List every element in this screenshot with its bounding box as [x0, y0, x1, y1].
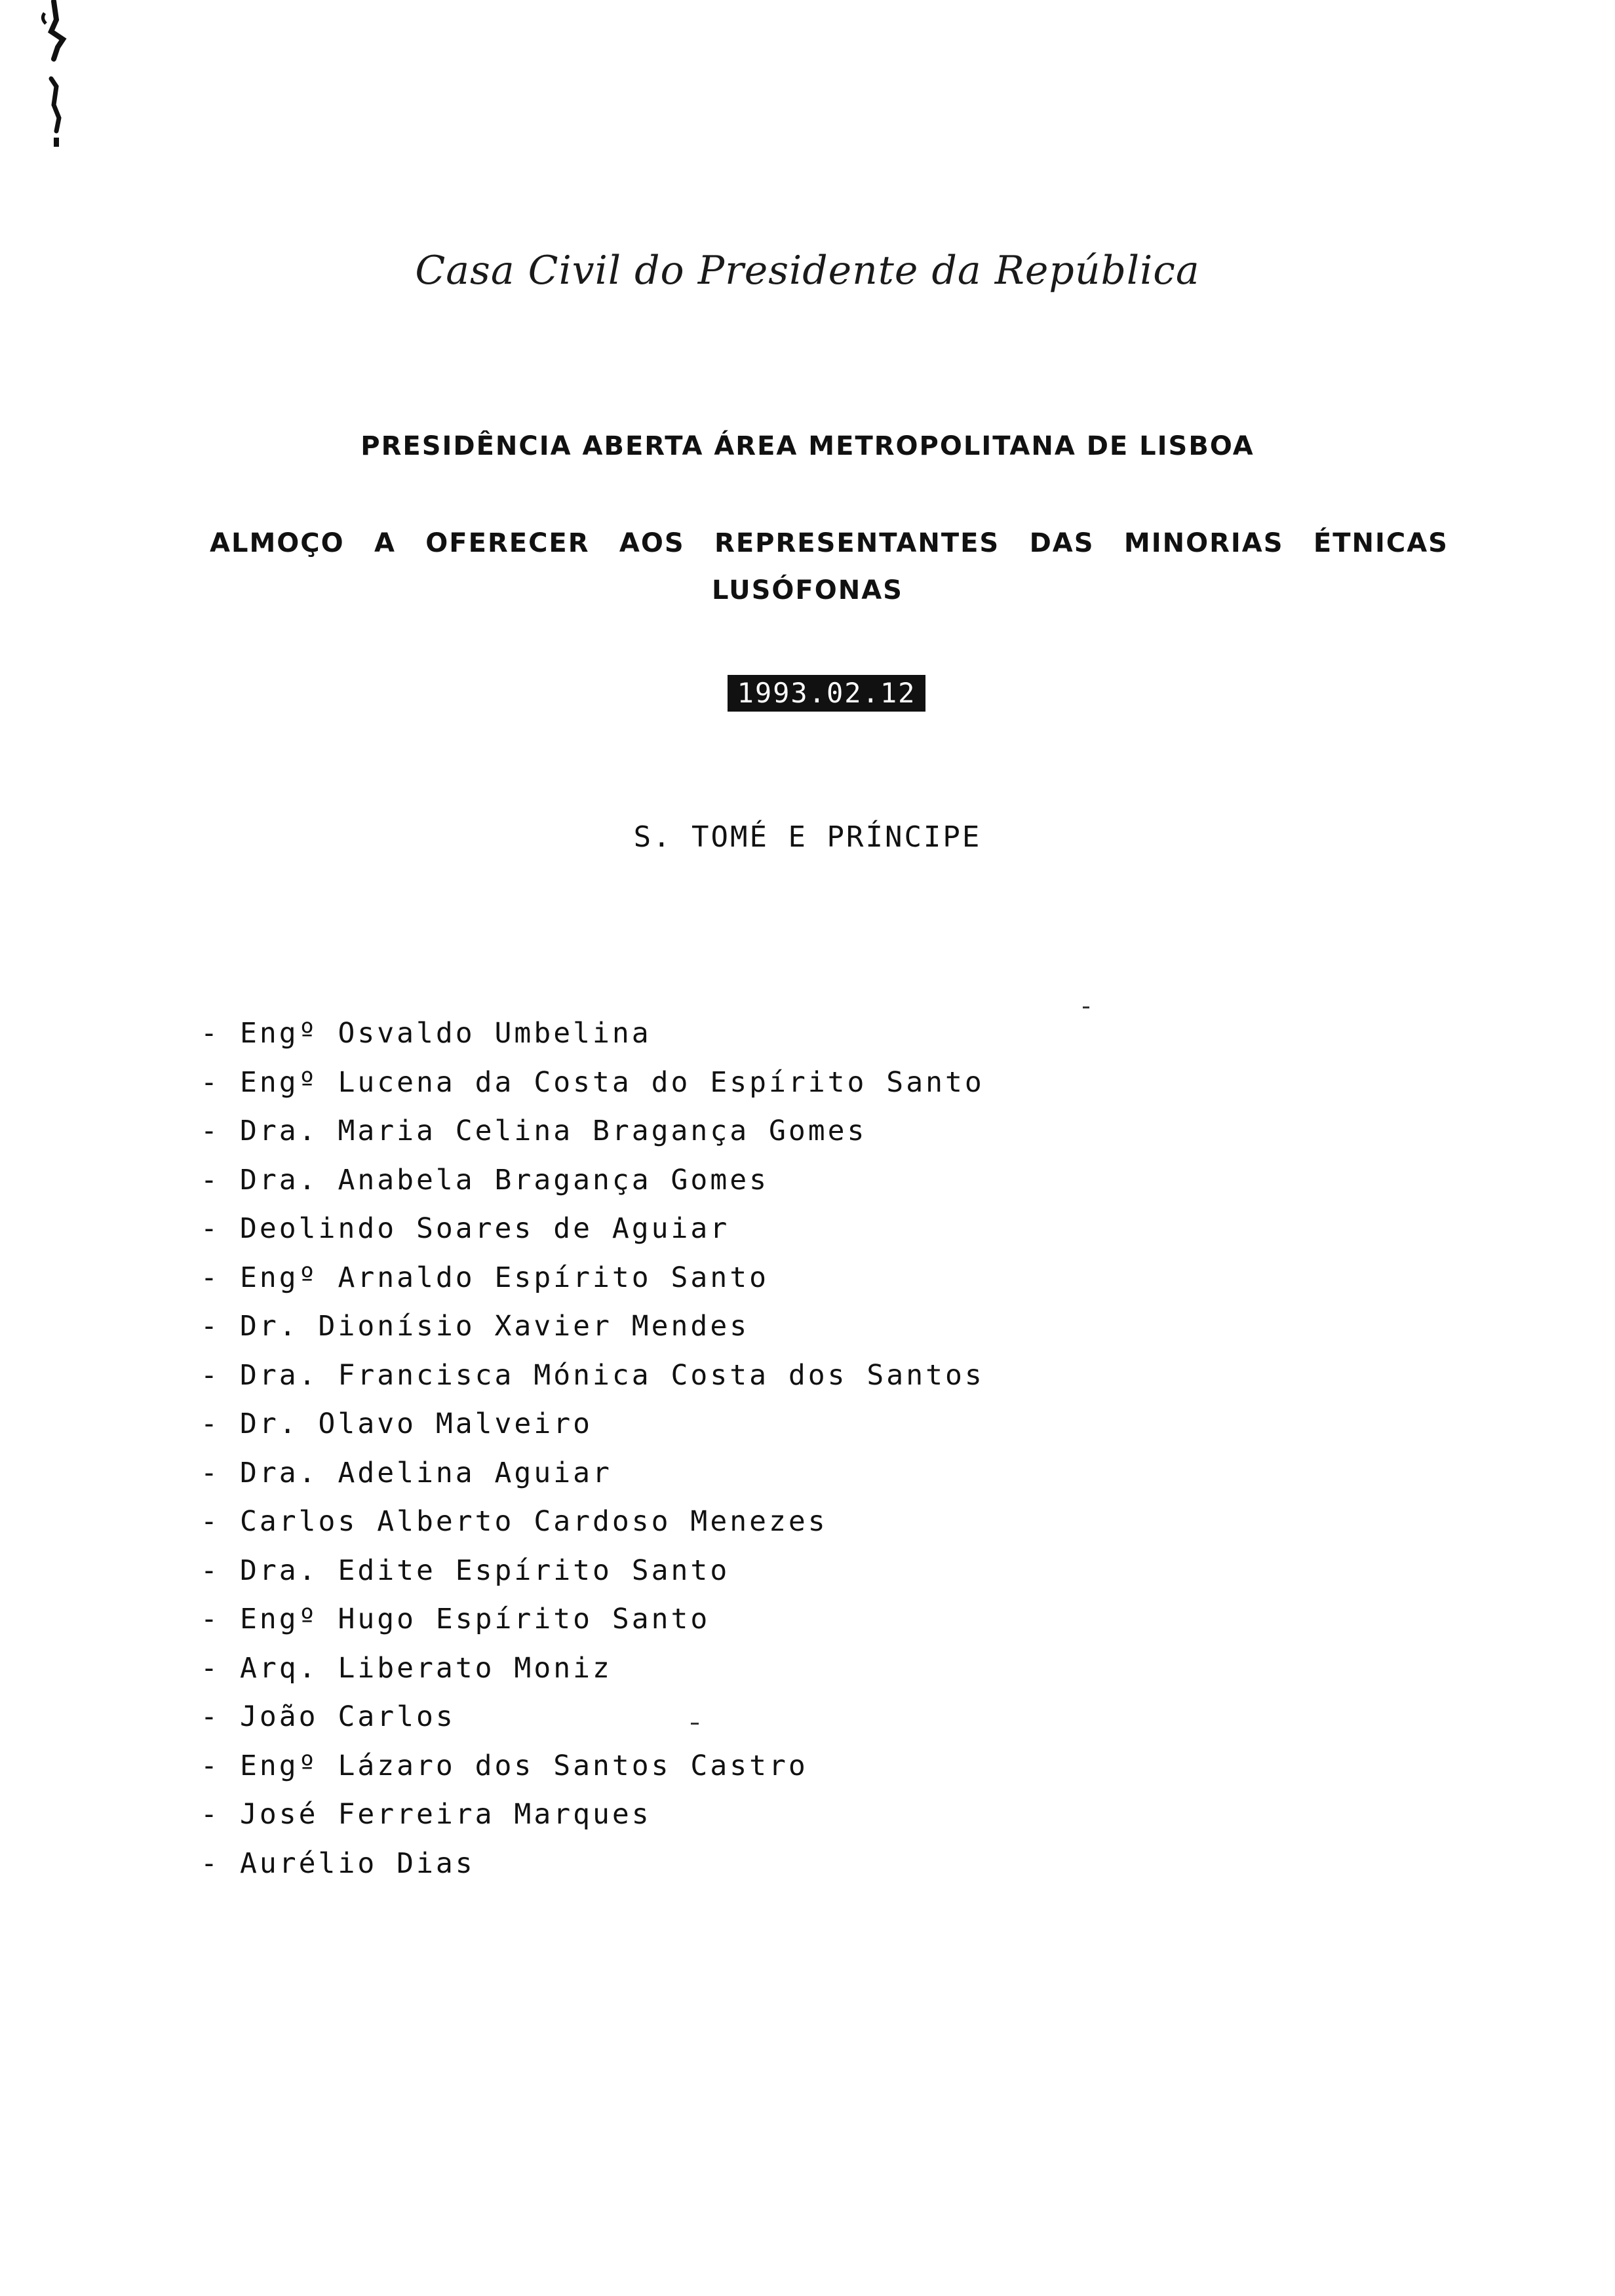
guest-name: Engº Lucena da Costa do Espírito Santo — [240, 1065, 984, 1099]
list-marker: - — [201, 1798, 220, 1831]
list-marker: - — [201, 1700, 220, 1733]
document-subheading-continued: LUSÓFONAS — [712, 575, 903, 605]
list-marker: - — [201, 1554, 220, 1587]
guest-name: Aurélio Dias — [240, 1846, 475, 1880]
list-marker: - — [201, 1115, 220, 1147]
list-item — [201, 1644, 984, 1693]
list-marker: - — [201, 1456, 220, 1489]
list-item — [201, 1546, 984, 1596]
list-item — [201, 1790, 984, 1839]
list-marker: - — [201, 1603, 220, 1636]
date-stamp: 1993.02.12 — [728, 675, 925, 712]
list-item — [201, 1009, 984, 1058]
list-item — [201, 1156, 984, 1205]
list-marker: - — [201, 1651, 220, 1685]
list-marker: - — [201, 1261, 220, 1294]
document-subheading: ALMOÇO A OFERECER AOS REPRESENTANTES DAS MINORIAS ÉTNICAS — [210, 528, 1449, 558]
list-marker: - — [201, 1358, 220, 1392]
list-item — [201, 1302, 984, 1351]
guest-name: João Carlos — [240, 1700, 456, 1733]
section-title: S. TOMÉ E PRÍNCIPE — [633, 820, 982, 854]
list-marker: - — [201, 1407, 220, 1440]
list-marker: - — [201, 1310, 220, 1343]
list-marker: - — [201, 1065, 220, 1099]
scan-speck — [691, 1723, 699, 1725]
list-marker: - — [201, 1017, 220, 1050]
guest-name: Dra. Anabela Bragança Gomes — [240, 1163, 769, 1196]
list-item — [201, 1839, 984, 1888]
list-item — [201, 1204, 984, 1253]
list-item — [201, 1058, 984, 1107]
document-heading: PRESIDÊNCIA ABERTA ÁREA METROPOLITANA DE LISBOA — [360, 431, 1255, 461]
list-item — [201, 1449, 984, 1498]
guest-name: Deolindo Soares de Aguiar — [240, 1212, 730, 1245]
list-marker: - — [201, 1749, 220, 1782]
guest-name: Engº Lázaro dos Santos Castro — [240, 1749, 808, 1782]
guest-name: Arq. Liberato Moniz — [240, 1651, 612, 1685]
list-item — [201, 1693, 984, 1742]
guest-name: Carlos Alberto Cardoso Menezes — [240, 1505, 828, 1538]
scan-speck — [1083, 1006, 1089, 1008]
list-marker: - — [201, 1505, 220, 1538]
list-marker: - — [201, 1163, 220, 1196]
guest-name: Dr. Olavo Malveiro — [240, 1407, 593, 1440]
guest-name: José Ferreira Marques — [240, 1798, 652, 1831]
guest-name: Engº Osvaldo Umbelina — [240, 1017, 652, 1050]
list-item — [201, 1742, 984, 1791]
list-item — [201, 1107, 984, 1156]
guest-list — [201, 1009, 984, 1888]
binding-mark-icon — [34, 0, 87, 157]
guest-name: Dra. Adelina Aguiar — [240, 1456, 612, 1489]
list-marker: - — [201, 1846, 220, 1880]
guest-name: Engº Hugo Espírito Santo — [240, 1603, 710, 1636]
list-item — [201, 1253, 984, 1303]
guest-name: Dra. Maria Celina Bragança Gomes — [240, 1115, 867, 1147]
guest-name: Dra. Edite Espírito Santo — [240, 1554, 730, 1587]
guest-name: Dr. Dionísio Xavier Mendes — [240, 1310, 750, 1343]
list-item — [201, 1351, 984, 1400]
list-item — [201, 1595, 984, 1644]
guest-name: Dra. Francisca Mónica Costa dos Santos — [240, 1358, 984, 1392]
list-item — [201, 1497, 984, 1546]
letterhead: Casa Civil do Presidente da República — [415, 248, 1200, 294]
list-item — [201, 1400, 984, 1449]
guest-name: Engº Arnaldo Espírito Santo — [240, 1261, 769, 1294]
list-marker: - — [201, 1212, 220, 1245]
